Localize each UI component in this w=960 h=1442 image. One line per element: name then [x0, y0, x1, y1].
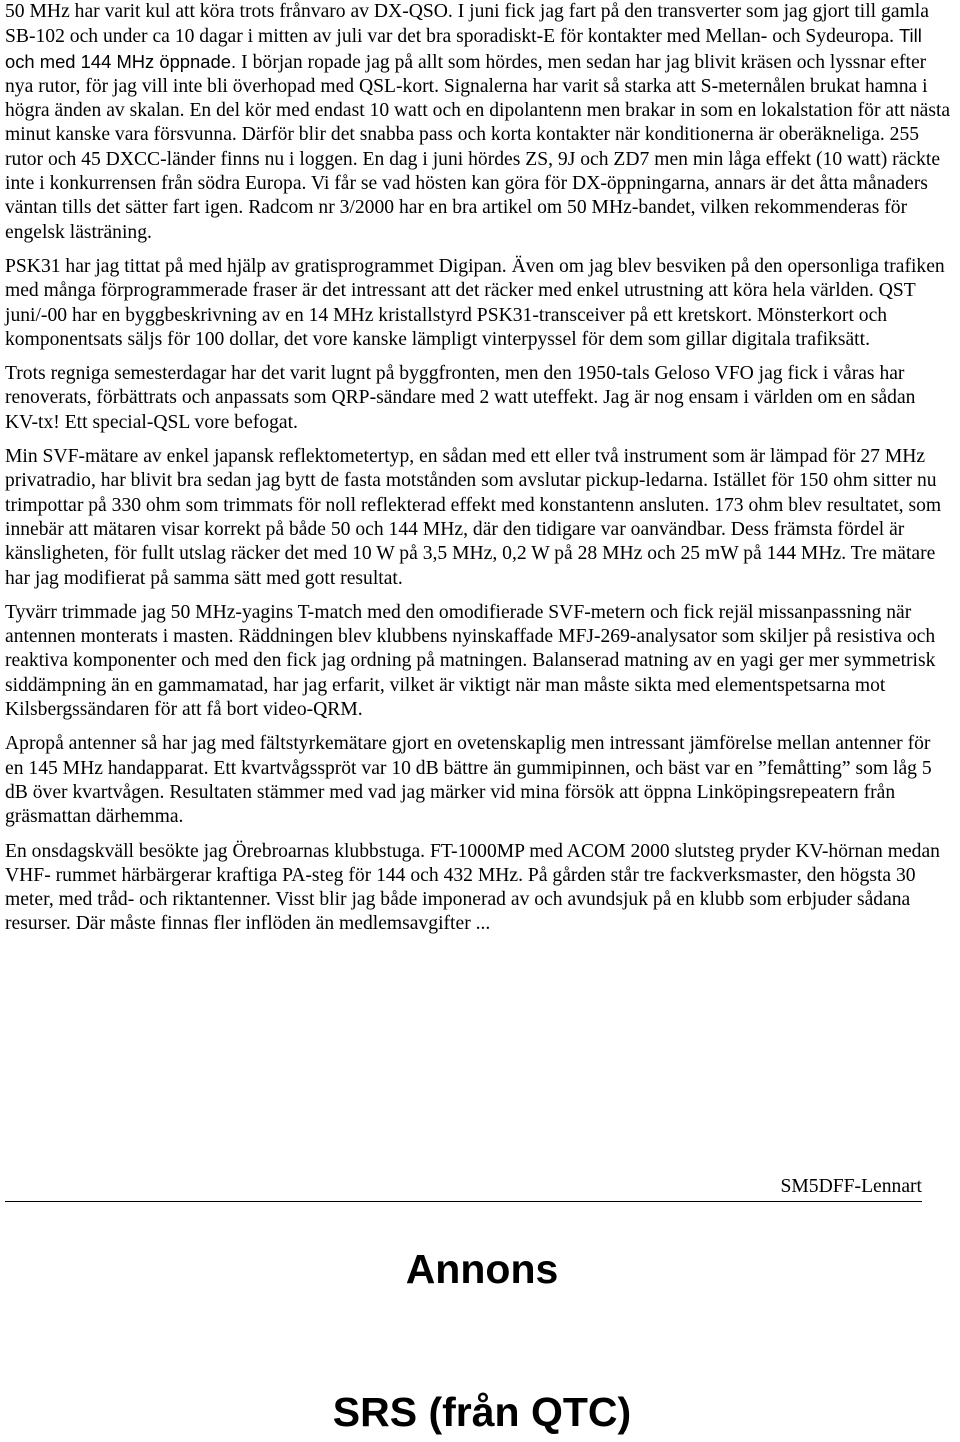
author-signature: SM5DFF-Lennart	[780, 1176, 922, 1197]
paragraph-svf-meter: Min SVF-mätare av enkel japansk reflektometertyp, en sådan med ett eller två instrument som är lämpad för 27 MHz privatradio, har blivit bra sedan jag bytt de fasta motstånden som avslutar pickup-ledarna. Istället för 150 ohm sitter nu trimpottar på 330 ohm som trimmats för noll reflekterad effekt med konstantenn ansluten. 173 ohm blev resultatet, som innebär att mätaren visar korrekt på både 50 och 144 MHz, där den tidigare var oanvändbar. Dess främsta fördel är känsligheten, för fullt utslag räcker det med 10 W på 3,5 MHz, 0,2 W på 28 MHz och 25 mW på 144 MHz. Tre mätare har jag modifierat på samma sätt med gott resultat.	[5, 446, 942, 589]
paragraph-50mhz	[5, 0, 953, 245]
paragraph-50mhz-rest: I början ropade jag på allt som hördes, men sedan har jag blivit kräsen och lyssnar efter nya rutor, för jag vill inte bli överhopad med QSL-kort. Signalerna har varit så starka att S-meternålen brukat hamna i högra änden av skalan. En del kör med endast 10 watt och en dipolantenn men brakar in som en lokalstation för att nästa minut kanske vara försvunna. Därför blir det snabba pass och korta kontakter när konditionerna är oberäkneliga. 255 rutor och 45 DXCC-länder finns nu i loggen. En dag i juni hördes ZS, 9J och ZD7 men min låga effekt (10 watt) räckte inte i konkurrensen från södra Europa. Vi får se vad hösten kan göra för DX-öppningarna, annars är det åtta månaders väntan tills det sätter fart igen. Radcom nr 3/2000 har en bra artikel om 50 MHz-bandet, vilken rekommenderas för engelsk lästräning.	[5, 51, 951, 243]
paragraph-tmatch: Tyvärr trimmade jag 50 MHz-yagins T-match med den omodifierade SVF-metern och fick rejäl missanpassning när antennen monterats i masten. Räddningen blev klubbens nyinskaffade MFJ-269-analysator som skiljer på resistiva och reaktiva komponenter och med den fick jag ordning på matningen. Balanserad matning av en yagi ger mer symmetrisk siddämpning än en gammamatad, har jag erfarit, vilket är viktigt när man måste sikta med elementspetsarna mot Kilsbergssändaren för att få bort video-QRM.	[5, 601, 936, 721]
paragraph-50mhz-intro: 50 MHz har varit kul att köra trots frånvaro av DX-QSO. I juni fick jag fart på den transverter som jag gjort till gamla SB-102 och under ca 10 dagar i mitten av juli var det bra sporadiskt-E för kontakter med Mellan- och Sydeuropa.	[5, 1, 929, 48]
paragraph-antennas: Apropå antenner så har jag med fältstyrkemätare gjort en ovetenskaplig men intressant jämförelse mellan antenner för en 145 MHz handapparat. Ett kvartvågsspröt var 10 dB bättre än gummipinnen, och bäst var en ”femåtting” som låg 5 dB över kvartvågen. Resultaten stämmer med vad jag märker vid mina försök att öppna Linköpingsrepeatern från gräsmattan därhemma.	[5, 733, 932, 828]
article-body	[5, 0, 953, 947]
ad-section-heading: Annons	[405, 1246, 559, 1292]
paragraph-psk31: PSK31 har jag tittat på med hjälp av gratisprogrammet Digipan. Även om jag blev besviken på den opersonliga trafiken med många förprogrammerade fraser är det intressant att det räcker med enkel utrustning att köra hela världen. QST juni/-00 har en byggbeskrivning av en 14 MHz kristallstyrd PSK31-transceiver på ett kretskort. Mönsterkort och komponentsats säljs för 100 dollar, det vore kanske lämpligt vinterpyssel för dem som gillar digitala trafiksätt.	[5, 255, 945, 350]
paragraph-geloso-vfo: Trots regniga semesterdagar har det varit lugnt på byggfronten, men den 1950-tals Geloso VFO jag fick i våras har renoverats, förbättrats och anpassats som QRP-sändare med 2 watt uteffekt. Jag är nog ensam i världen om en sådan KV-tx! Ett special-QSL vore befogat.	[5, 363, 916, 433]
ad-section-subheading: SRS (från QTC)	[332, 1389, 632, 1435]
paragraph-50mhz-highlight: Till och med 144 MHz öppnade.	[5, 25, 922, 72]
paragraph-club-visit: En onsdagskväll besökte jag Örebroarnas klubbstuga. FT-1000MP med ACOM 2000 slutsteg pryder KV-hörnan medan VHF- rummet härbärgerar kraftiga PA-steg för 144 och 432 MHz. På gården står tre fackverksmaster, den högsta 30 meter, med tråd- och riktantenner. Visst blir jag både imponerad av och avundsjuk på en klubb som erbjuder sådana resurser. Där måste finnas fler inflöden än medlemsavgifter ...	[5, 840, 940, 935]
signature-divider	[5, 1173, 922, 1202]
